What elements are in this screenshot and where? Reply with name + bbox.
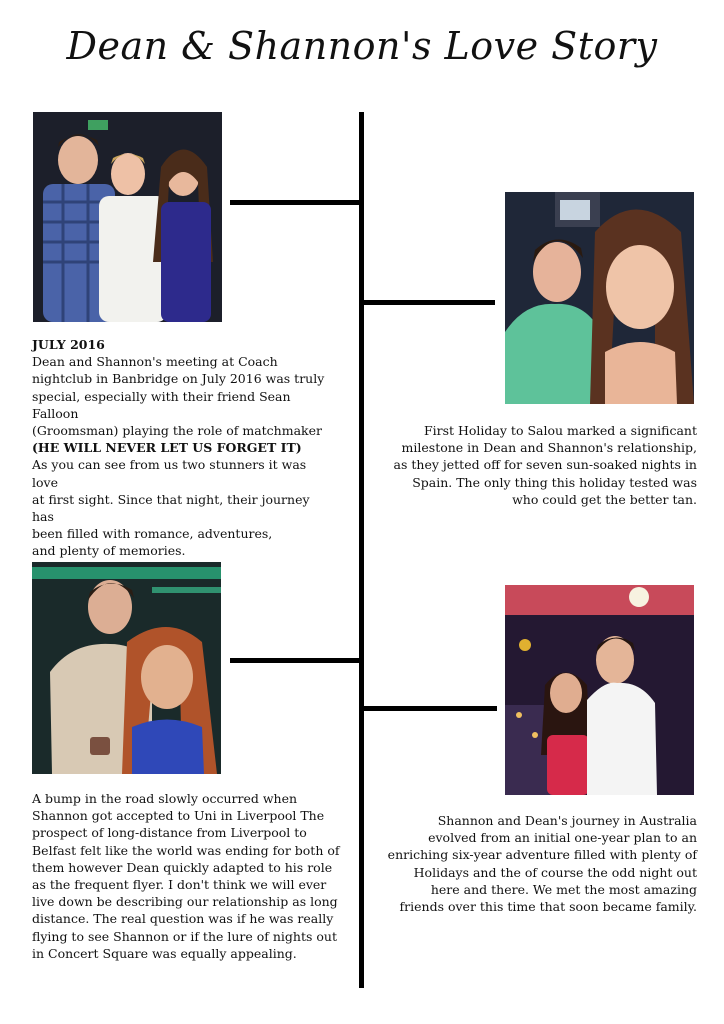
story-line: prospect of long-distance from Liverpool to — [32, 825, 307, 841]
story-line: nightclub in Banbridge on July 2016 was truly — [32, 371, 325, 387]
story-line: evolved from an initial one-year plan to an — [428, 830, 697, 846]
story-line: at first sight. Since that night, their journey has — [32, 491, 310, 525]
photo-nightclub-friends — [33, 112, 222, 322]
story-line: them however Dean quickly adapted to his role — [32, 859, 333, 875]
story-text-meeting — [32, 336, 332, 560]
photo-salou-selfie — [505, 192, 694, 404]
story-line: in Concert Square was equally appealing. — [32, 945, 297, 961]
page-title: Dean & Shannon's Love Story — [66, 24, 658, 68]
story-text-salou — [392, 422, 697, 508]
story-line: as they jetted off for seven sun-soaked nights in — [393, 457, 697, 473]
story-line: First Holiday to Salou marked a significant — [423, 423, 697, 438]
story-line: milestone in Dean and Shannon's relationship, — [401, 440, 697, 456]
story-emphasis: (HE WILL NEVER LET US FORGET IT) — [32, 440, 302, 456]
timeline-spine — [359, 112, 364, 988]
story-line: (Groomsman) playing the role of matchmaker — [32, 423, 322, 439]
story-text-australia — [380, 812, 697, 915]
story-line: Dean and Shannon's meeting at Coach — [32, 354, 278, 370]
story-line: As you can see from us two stunners it was love — [32, 457, 307, 490]
story-line: Shannon got accepted to Uni in Liverpool The — [32, 808, 325, 824]
story-line: as the frequent flyer. I don't think we will ever — [32, 877, 327, 893]
story-line: live down be describing our relationship as long — [32, 894, 338, 910]
story-date: JULY 2016 — [32, 337, 105, 352]
story-line: special, especially with their friend Sean Falloon — [32, 388, 291, 421]
story-line: enriching six-year adventure filled with plenty of — [387, 847, 697, 863]
story-line: here and there. We met the most amazing — [430, 881, 697, 897]
story-line: Belfast felt like the world was ending for both of — [32, 842, 340, 858]
story-line: and plenty of memories. — [32, 543, 186, 559]
story-line: A bump in the road slowly occurred when — [32, 791, 298, 806]
story-line: who could get the better tan. — [512, 491, 697, 507]
story-line: Holidays and the of course the odd night out — [413, 864, 697, 880]
story-line: been filled with romance, adventures, — [32, 526, 273, 542]
story-line: flying to see Shannon or if the lure of nights out — [32, 928, 337, 944]
timeline-branch-3 — [230, 658, 361, 663]
story-line: distance. The real question was if he was really — [32, 911, 334, 927]
photo-liverpool-couple — [32, 562, 221, 774]
story-line: friends over this time that soon became family. — [399, 899, 697, 915]
timeline-branch-4 — [362, 706, 497, 711]
photo-australia-couple — [505, 585, 694, 795]
story-line: Shannon and Dean's journey in Australia — [437, 813, 697, 828]
story-line: Spain. The only thing this holiday tested was — [412, 474, 697, 490]
timeline-branch-2 — [362, 300, 495, 305]
timeline-branch-1 — [230, 200, 361, 205]
story-text-liverpool — [32, 790, 342, 962]
